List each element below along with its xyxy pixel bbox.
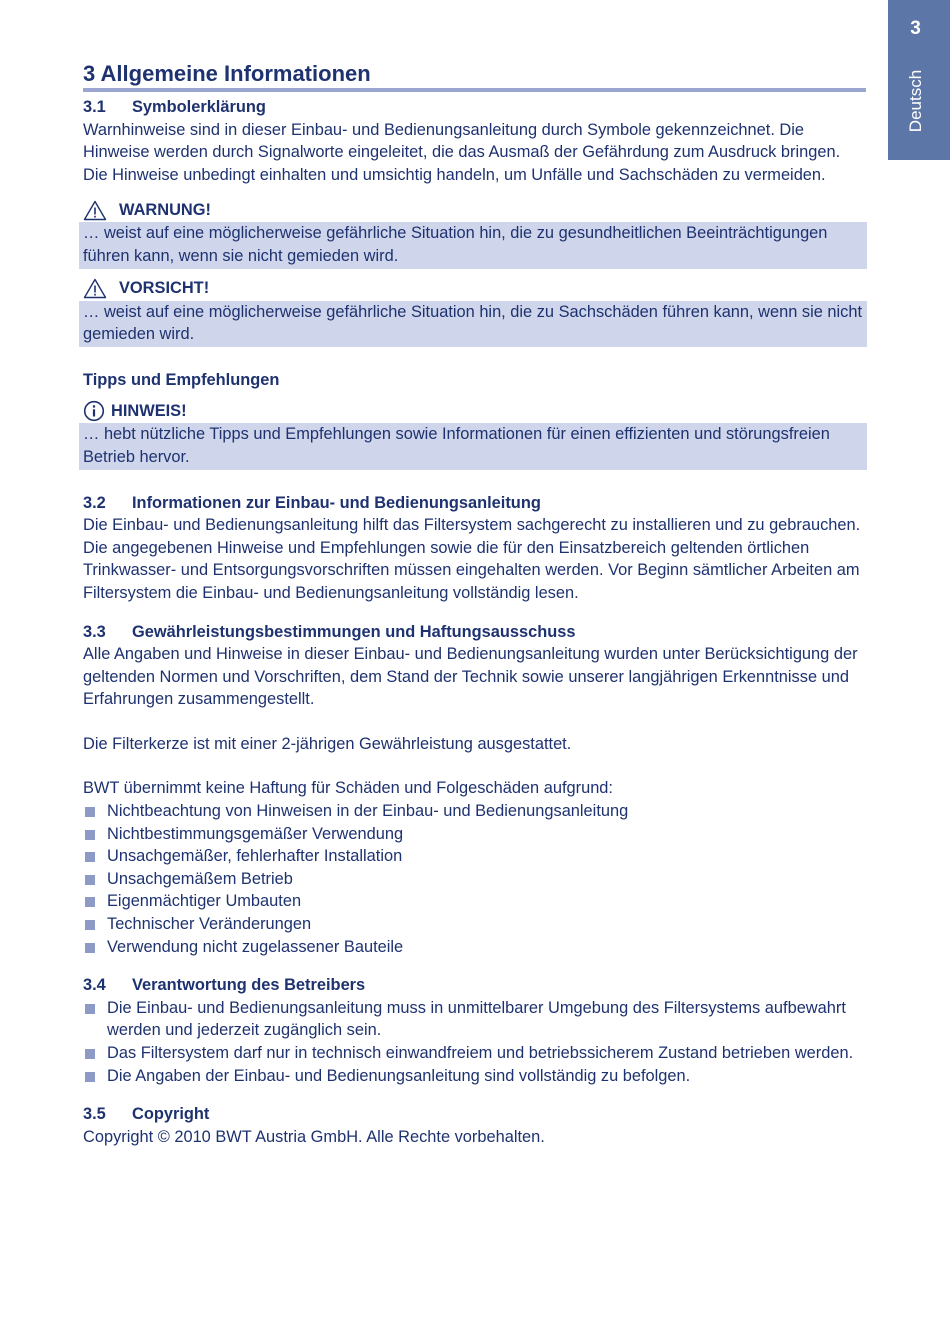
section-heading-3-3: [83, 621, 866, 644]
caution-text: … weist auf eine möglicherweise gefährliche Situation hin, die zu Sachschäden führen kann, wenn sie nicht gemieden wird.: [83, 302, 863, 344]
list-item: Nichtbeachtung von Hinweisen in der Einbau- und Bedienungsanleitung: [83, 800, 866, 823]
liability-list: [83, 800, 866, 958]
warning-box: [79, 222, 867, 268]
section-number: 3.4: [83, 976, 106, 995]
title-rule: [83, 88, 866, 92]
warning-triangle-icon: [83, 200, 107, 221]
list-item: Die Einbau- und Bedienungsanleitung muss in unmittelbarer Umgebung des Filtersystems aufbewahrt werden und jederzeit zugänglich sein.: [83, 997, 866, 1042]
list-item: Die Angaben der Einbau- und Bedienungsanleitung sind vollständig zu befolgen.: [83, 1065, 866, 1088]
liability-intro: BWT übernimmt keine Haftung für Schäden und Folgeschäden aufgrund:: [83, 779, 613, 798]
chapter-tab: [888, 0, 950, 160]
section-title: Gewährleistungsbestimmungen und Haftungsausschuss: [132, 622, 576, 641]
list-item: Eigenmächtiger Umbauten: [83, 890, 866, 913]
manual-info-paragraph: Die Einbau- und Bedienungsanleitung hilft das Filtersystem sachgerecht zu installieren und zu gebrauchen. Die angegebenen Hinweise und Empfehlungen sowie die für den Einsatzbereich geltenden örtlichen Trinkwasser- und Entsorgungsvorschriften müssen eingehalten werden. Vor Beginn sämtlicher Arbeiten am Filtersystem die Einbau- und Bedienungsanleitung vollständig lesen.: [83, 516, 861, 602]
section-number: 3.5: [83, 1105, 106, 1124]
language-label: Deutsch: [906, 69, 925, 133]
info-icon: [83, 400, 105, 422]
section-heading-3-2: [83, 492, 866, 515]
list-item: Verwendung nicht zugelassener Bauteile: [83, 936, 866, 959]
symbol-intro-paragraph: Warnhinweise sind in dieser Einbau- und Bedienungsanleitung durch Symbole gekennzeichnet. Die Hinweise werden durch Signalworte eingeleitet, die das Ausmaß der Gefährdung zum Ausdruck bringen. Die Hinweise unbedingt einhalten und umsichtig handeln, um Unfälle und Sachschäden zu vermeiden.: [83, 120, 841, 184]
section-title: Symbolerklärung: [132, 98, 266, 116]
list-item: Das Filtersystem darf nur in technisch einwandfreiem und betriebssicherem Zustand betrieben werden.: [83, 1042, 866, 1065]
chapter-number: 3: [910, 18, 921, 39]
list-item: Unsachgemäßer, fehlerhafter Installation: [83, 845, 866, 868]
caution-box: [79, 301, 867, 347]
caution-label: VORSICHT!: [119, 279, 210, 298]
warning-heading: [83, 198, 866, 222]
tips-heading: Tipps und Empfehlungen: [83, 370, 280, 389]
list-item: Nichtbestimmungsgemäßer Verwendung: [83, 823, 866, 846]
caution-heading: [83, 277, 866, 301]
section-number: 3.3: [83, 622, 106, 641]
warning-text: … weist auf eine möglicherweise gefährliche Situation hin, die zu gesundheitlichen Beeinträchtigungen führen kann, wenn sie nicht gemieden wird.: [83, 224, 828, 265]
section-heading-3-5: [83, 1103, 866, 1126]
warranty-paragraph-1: Alle Angaben und Hinweise in dieser Einbau- und Bedienungsanleitung wurden unter Berücksichtigung der geltenden Normen und Vorschriften, dem Stand der Technik sowie unserer langjährigen Erkenntnisse und Erfahrungen zusammengestellt.: [83, 645, 858, 709]
list-item: Unsachgemäßem Betrieb: [83, 868, 866, 891]
note-label: HINWEIS!: [111, 402, 187, 421]
section-title: Copyright: [132, 1105, 210, 1124]
note-text: … hebt nützliche Tipps und Empfehlungen sowie Informationen für einen effizienten und störungsfreien Betrieb hervor.: [83, 425, 830, 466]
copyright-text: Copyright © 2010 BWT Austria GmbH. Alle Rechte vorbehalten.: [83, 1127, 545, 1146]
warranty-paragraph-2: Die Filterkerze ist mit einer 2-jährigen Gewährleistung ausgestattet.: [83, 734, 572, 753]
page-content: [83, 96, 866, 1148]
section-title: Informationen zur Einbau- und Bedienungsanleitung: [132, 493, 541, 512]
list-item: Technischer Veränderungen: [83, 913, 866, 936]
page-title: 3 Allgemeine Informationen: [83, 61, 371, 86]
section-heading-3-1: [83, 96, 866, 119]
warning-label: WARNUNG!: [119, 201, 211, 220]
caution-triangle-icon: [83, 278, 107, 299]
section-number: 3.1: [83, 98, 106, 116]
note-box: [79, 423, 867, 469]
note-heading: [83, 399, 866, 423]
section-title: Verantwortung des Betreibers: [132, 976, 366, 995]
operator-responsibility-list: [83, 997, 866, 1087]
section-number: 3.2: [83, 493, 106, 512]
section-heading-3-4: [83, 974, 866, 997]
